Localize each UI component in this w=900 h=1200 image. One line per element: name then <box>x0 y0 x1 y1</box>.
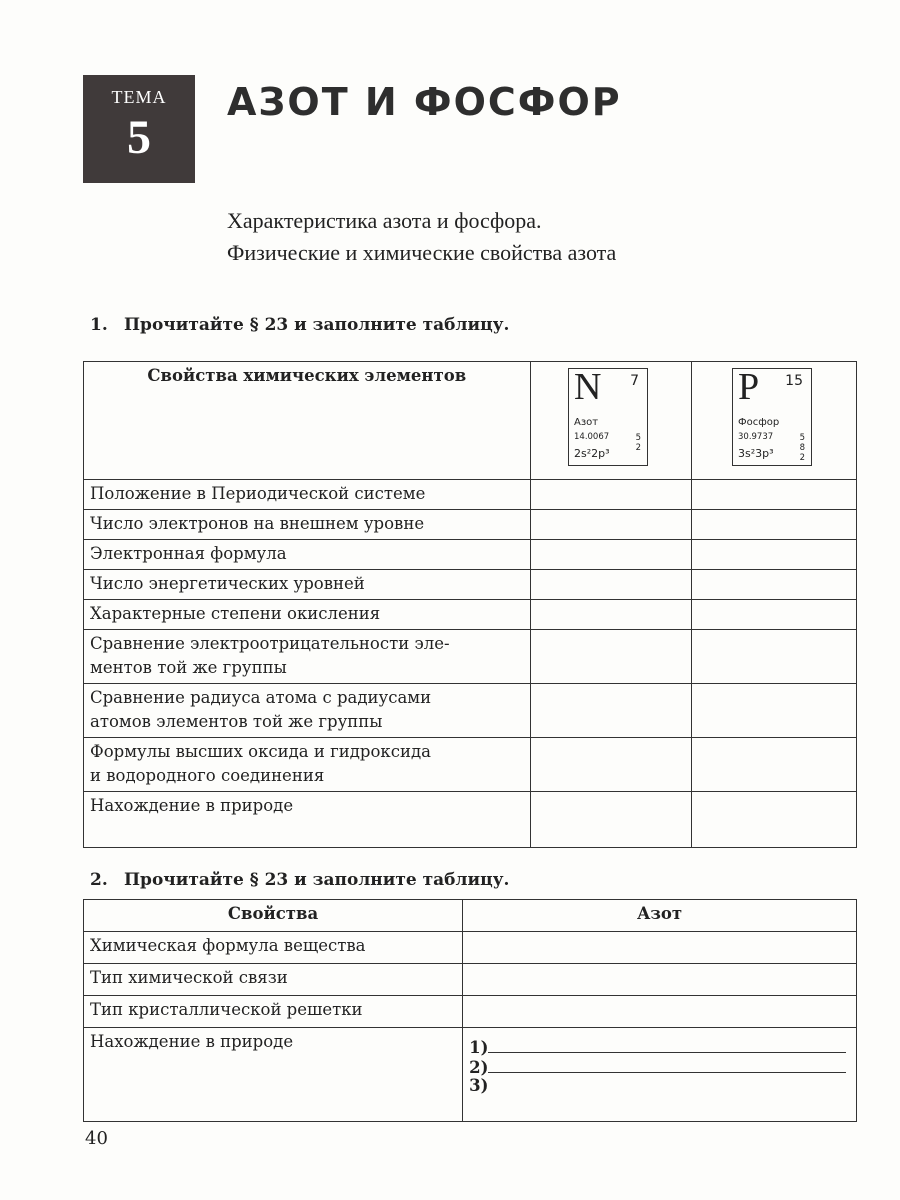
blank-underline <box>488 1056 846 1073</box>
answer-cell[interactable] <box>463 996 857 1028</box>
answer-cell[interactable] <box>692 570 857 600</box>
answer-cell-nature <box>463 1028 857 1122</box>
page-title: АЗОТ И ФОСФОР <box>227 80 622 124</box>
answer-cell[interactable] <box>692 540 857 570</box>
answer-cell[interactable] <box>530 510 692 540</box>
answer-cell[interactable] <box>692 480 857 510</box>
row-label: Тип химической связи <box>84 964 463 996</box>
atomic-mass: 14.0067 <box>574 432 610 442</box>
task-2-text: Прочитайте § 23 и заполните таблицу. <box>124 870 510 890</box>
subtitle-line-1: Характеристика азота и фосфора. <box>227 208 542 233</box>
page-number: 40 <box>85 1128 108 1149</box>
answer-cell[interactable] <box>530 480 692 510</box>
topic-number: 5 <box>127 111 151 164</box>
answer-cell[interactable] <box>463 932 857 964</box>
answer-cell[interactable] <box>692 510 857 540</box>
atomic-mass: 30.9737 <box>738 432 774 442</box>
phosphorus-element-card <box>732 368 812 466</box>
task-2-number: 2. <box>90 870 108 890</box>
electron-config: 3s²3p³ <box>738 447 774 460</box>
answer-cell[interactable] <box>692 600 857 630</box>
column-header-properties: Свойства <box>84 900 463 932</box>
element-symbol: N <box>574 366 602 408</box>
electron-config: 2s²2p³ <box>574 447 610 460</box>
shell-distribution: 5 2 <box>635 433 641 453</box>
answer-cell[interactable] <box>530 684 692 738</box>
subtitle-line-2: Физические и химические свойства азота <box>227 240 617 265</box>
task-2-heading <box>90 870 509 890</box>
row-label: Формулы высших оксида и гидроксида и водородного соединения <box>84 738 531 792</box>
blank-label: 3) <box>469 1076 489 1095</box>
blank-label: 2) <box>469 1058 489 1077</box>
blank-line[interactable] <box>469 1056 850 1076</box>
row-label: Характерные степени окисления <box>84 600 531 630</box>
row-label: Химическая формула вещества <box>84 932 463 964</box>
nitrogen-substance-table <box>83 899 857 1122</box>
answer-cell[interactable] <box>530 792 692 848</box>
nitrogen-element-card <box>568 368 648 466</box>
topic-label: ТЕМА <box>111 87 167 107</box>
task-1-text: Прочитайте § 23 и заполните таблицу. <box>124 315 510 335</box>
task-1-heading <box>90 315 509 335</box>
answer-cell[interactable] <box>692 630 857 684</box>
answer-cell[interactable] <box>530 540 692 570</box>
blank-underline <box>488 1036 846 1053</box>
topic-badge <box>83 75 195 183</box>
answer-cell[interactable] <box>692 684 857 738</box>
row-label: Число электронов на внешнем уровне <box>84 510 531 540</box>
answer-cell[interactable] <box>463 964 857 996</box>
element-symbol: P <box>738 366 760 408</box>
atomic-number: 15 <box>785 373 803 389</box>
answer-cell[interactable] <box>530 738 692 792</box>
row-label: Сравнение радиуса атома с радиусами атомов элементов той же группы <box>84 684 531 738</box>
task-1-number: 1. <box>90 315 108 335</box>
answer-cell[interactable] <box>692 792 857 848</box>
atomic-number: 7 <box>630 373 639 389</box>
shell-distribution: 5 8 2 <box>799 433 805 463</box>
element-name: Фосфор <box>738 417 780 428</box>
elements-table-header: Свойства химических элементов <box>84 362 531 480</box>
answer-cell[interactable] <box>530 600 692 630</box>
blank-line[interactable] <box>469 1036 850 1056</box>
row-label: Электронная формула <box>84 540 531 570</box>
row-label: Тип кристаллической решетки <box>84 996 463 1028</box>
column-header-nitrogen: Азот <box>463 900 857 932</box>
row-label: Сравнение электроотрицательности эле- ментов той же группы <box>84 630 531 684</box>
row-label: Число энергетических уровней <box>84 570 531 600</box>
answer-cell[interactable] <box>530 570 692 600</box>
answer-cell[interactable] <box>530 630 692 684</box>
answer-cell[interactable] <box>692 738 857 792</box>
element-name: Азот <box>574 417 599 428</box>
row-label: Положение в Периодической системе <box>84 480 531 510</box>
blank-line[interactable] <box>469 1076 850 1096</box>
blank-label: 1) <box>469 1038 489 1057</box>
row-label: Нахождение в природе <box>84 1028 463 1122</box>
row-label: Нахождение в природе <box>84 792 531 848</box>
